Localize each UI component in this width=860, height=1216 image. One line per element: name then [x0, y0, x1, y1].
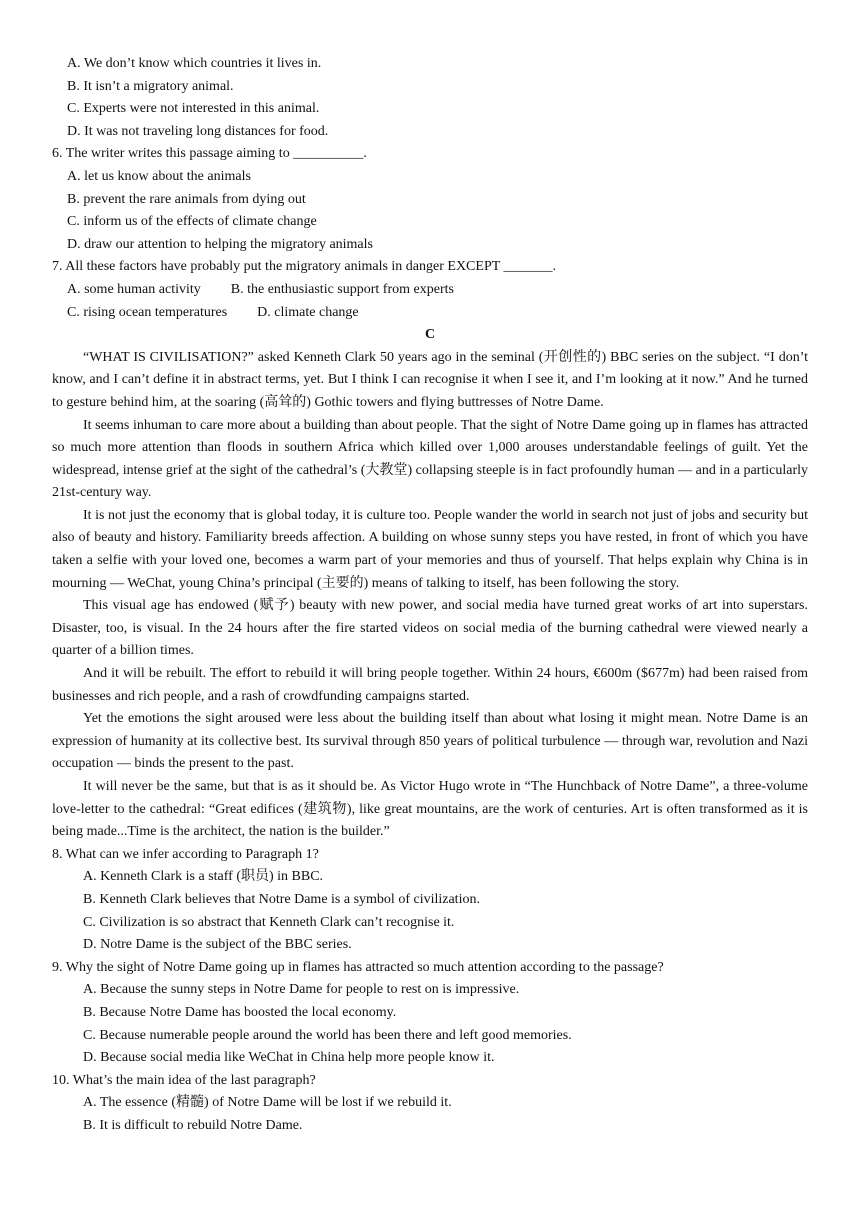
passage-paragraph-6: Yet the emotions the sight aroused were less about the building itself than about what losing it might mean. Notre Dame is an expression of humanity at its collective best. Its survival through 850 years of political turbulence — through war, revolution and Nazi occupation — binds the present to the past.	[52, 711, 808, 772]
q8-option-d: D. Notre Dame is the subject of the BBC series.	[83, 937, 352, 953]
passage-paragraph-3: It is not just the economy that is global today, it is culture too. People wander the world in search not just of jobs and security but also of beauty and history. Familiarity breeds affection. A building on whose sunny steps you have rested, in front of which you have taken a selfie with your loved one, becomes a warm part of your memories and thus of yourself. That helps explain why China is in mourning — WeChat, young China’s principal (主要的) means of talking to itself, has been following the story.	[52, 507, 808, 591]
q8-option-a: A. Kenneth Clark is a staff (职员) in BBC.	[83, 869, 324, 885]
q5-option-c: C. Experts were not interested in this animal.	[67, 101, 320, 117]
passage-paragraph-2: It seems inhuman to care more about a building than about people. That the sight of Notre Dame going up in flames has attracted so much more attention than floods in southern Africa which killed over 1,000 arouses understandable feelings of guilt. Yet the widespread, intense grief at the sight of the cathedral’s (大教堂) collapsing steeple is in fact profoundly human — and in a particularly 21st-century way.	[52, 417, 808, 501]
q7-option-a: A. some human activity	[67, 281, 201, 297]
q9-option-d: D. Because social media like WeChat in China help more people know it.	[83, 1050, 495, 1066]
q9-question: 9. Why the sight of Notre Dame going up in flames has attracted so much attention according to the passage?	[52, 959, 664, 975]
q7-question: 7. All these factors have probably put the migratory animals in danger EXCEPT _______.	[52, 259, 557, 275]
q5-option-b: B. It isn’t a migratory animal.	[67, 78, 234, 94]
passage-paragraph-1: “WHAT IS CIVILISATION?” asked Kenneth Clark 50 years ago in the seminal (开创性的) BBC series on the subject. “I don’t know, and I can’t define it in abstract terms, yet. But I think I can recognise it when I see it, and I’m looking at it now.” And he turned to gesture behind him, at the soaring (高耸的) Gothic towers and flying buttresses of Notre Dame.	[52, 349, 808, 410]
q9-option-c: C. Because numerable people around the world has been there and left good memories.	[83, 1027, 572, 1043]
q7-options-row-1	[52, 279, 808, 302]
q6-option-a: A. let us know about the animals	[67, 168, 251, 184]
passage-paragraph-7: It will never be the same, but that is as it should be. As Victor Hugo wrote in “The Hunchback of Notre Dame”, a three-volume love-letter to the cathedral: “Great edifices (建筑物), like great mountains, are the work of centuries. Art is often transformed as it is being made...Time is the architect, the nation is the builder.”	[52, 779, 808, 840]
q6-question: 6. The writer writes this passage aiming to __________.	[52, 146, 367, 162]
passage-paragraph-4: This visual age has endowed (赋予) beauty with new power, and social media have turned great works of art into superstars. Disaster, too, is visual. In the 24 hours after the fire started videos on social media of the burning cathedral were viewed nearly a quarter of a billion times.	[52, 598, 808, 659]
q7-options-row-2	[52, 302, 808, 325]
q10-option-b: B. It is difficult to rebuild Notre Dame.	[83, 1117, 303, 1133]
q10-question: 10. What’s the main idea of the last paragraph?	[52, 1072, 316, 1088]
q9-option-a: A. Because the sunny steps in Notre Dame for people to rest on is impressive.	[83, 982, 520, 998]
q8-option-b: B. Kenneth Clark believes that Notre Dame is a symbol of civilization.	[83, 891, 480, 907]
q5-option-d: D. It was not traveling long distances for food.	[67, 123, 329, 139]
q7-option-b: B. the enthusiastic support from experts	[230, 281, 454, 297]
q6-option-d: D. draw our attention to helping the migratory animals	[67, 236, 373, 252]
q5-option-a: A. We don’t know which countries it lives in.	[67, 56, 322, 71]
passage-paragraph-5: And it will be rebuilt. The effort to rebuild it will bring people together. Within 24 hours, €600m ($677m) had been raised from businesses and rich people, and a rash of crowdfunding campaigns started.	[52, 666, 808, 704]
section-heading: C	[424, 327, 436, 343]
q8-question: 8. What can we infer according to Paragraph 1?	[52, 846, 319, 862]
q7-option-d: D. climate change	[257, 304, 359, 320]
q6-option-b: B. prevent the rare animals from dying out	[67, 191, 306, 207]
document-page	[52, 53, 808, 1138]
q9-option-b: B. Because Notre Dame has boosted the local economy.	[83, 1004, 397, 1020]
q7-option-c: C. rising ocean temperatures	[67, 304, 228, 320]
q10-option-a: A. The essence (精髓) of Notre Dame will be lost if we rebuild it.	[83, 1095, 452, 1111]
q8-option-c: C. Civilization is so abstract that Kenneth Clark can’t recognise it.	[83, 914, 455, 930]
q6-option-c: C. inform us of the effects of climate change	[67, 214, 317, 230]
